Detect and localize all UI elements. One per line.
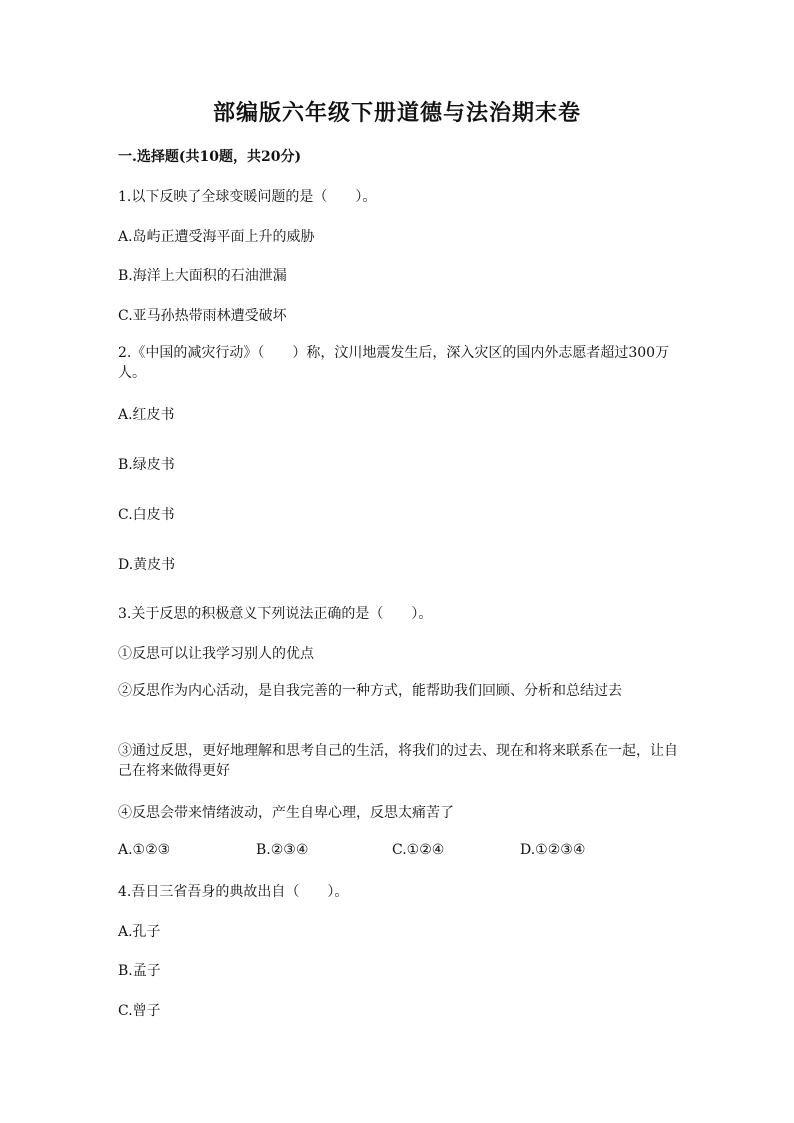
section-heading: 一.选择题(共10题，共20分) <box>118 149 302 165</box>
question-3-statement-2: ②反思作为内心活动，是自我完善的一种方式，能帮助我们回顾、分析和总结过去 <box>118 683 622 699</box>
question-3-statement-4: ④反思会带来情绪波动，产生自卑心理，反思太痛苦了 <box>118 805 454 821</box>
question-3-option-a: A.①②③ <box>118 842 171 858</box>
question-2-stem: 2.《中国的减灾行动》（ ）称，汶川地震发生后，深入灾区的国内外志愿者超过300万人。 <box>118 345 670 381</box>
question-3-statement-1: ①反思可以让我学习别人的优点 <box>118 646 314 662</box>
question-4-option-a: A.孔子 <box>118 924 161 940</box>
question-1-option-a: A.岛屿正遭受海平面上升的威胁 <box>118 229 315 245</box>
question-1-option-c: C.亚马孙热带雨林遭受破坏 <box>118 308 287 324</box>
question-3-option-d: D.①②③④ <box>520 842 586 858</box>
question-3-stem: 3.关于反思的积极意义下列说法正确的是（ ）。 <box>118 606 433 622</box>
question-3-statement-3: ③通过反思，更好地理解和思考自己的生活，将我们的过去、现在和将来联系在一起，让自己在将来做得更好 <box>118 743 678 779</box>
question-2-option-b: B.绿皮书 <box>118 457 175 473</box>
question-4-stem: 4.吾日三省吾身的典故出自（ ）。 <box>118 884 349 900</box>
question-3-option-c: C.①②④ <box>392 842 445 858</box>
question-1-option-b: B.海洋上大面积的石油泄漏 <box>118 268 287 284</box>
question-4-option-b: B.孟子 <box>118 963 161 979</box>
question-4-option-c: C.曾子 <box>118 1003 161 1019</box>
question-3-option-b: B.②③④ <box>256 842 309 858</box>
question-2-option-a: A.红皮书 <box>118 407 175 423</box>
question-1-stem: 1.以下反映了全球变暖问题的是（ ）。 <box>118 189 377 205</box>
question-2-option-d: D.黄皮书 <box>118 557 176 573</box>
question-2-option-c: C.白皮书 <box>118 507 175 523</box>
exam-title: 部编版六年级下册道德与法治期末卷 <box>212 100 581 126</box>
